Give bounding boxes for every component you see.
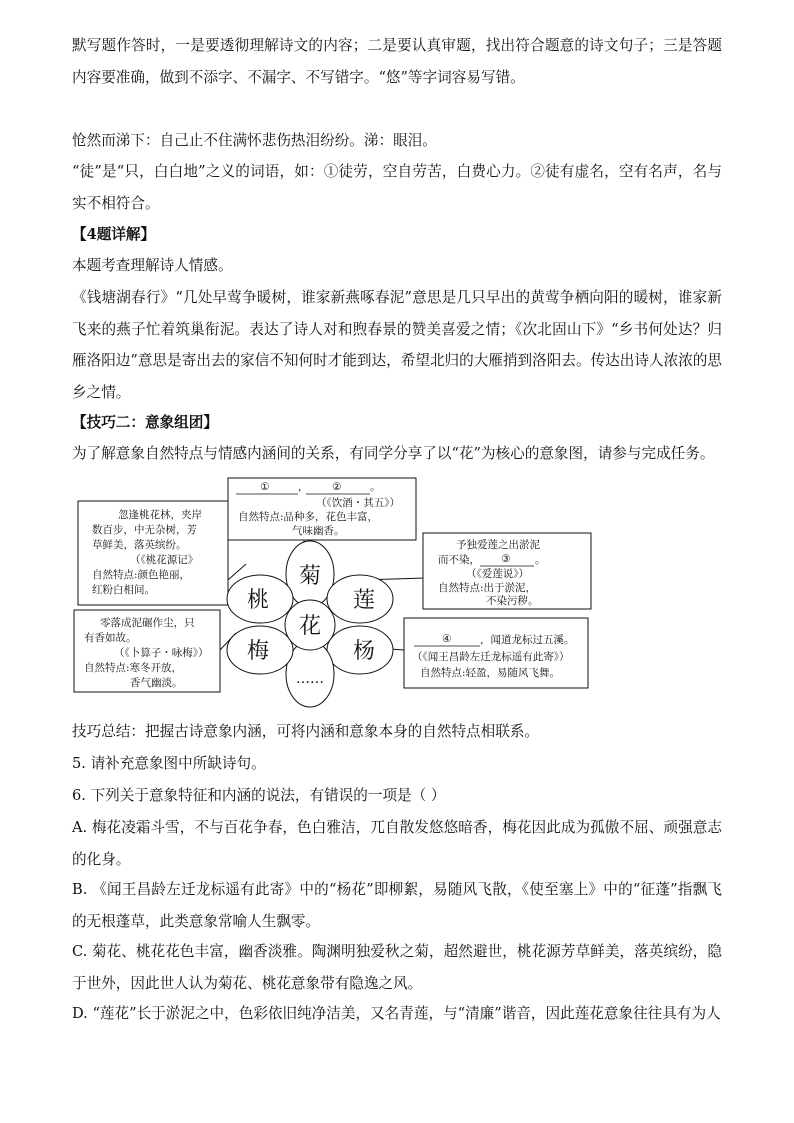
peach-line-3: 草鲜美，落英缤纷。 [92,539,187,551]
box-top-feature-2: 气味幽香。 [292,525,345,537]
paragraph-tu-explanation: “徒”是“只，白白地”之义的词语，如：①徒劳，空自劳苦，白费心力。②徒有虚名，空有名声，名与实不相符合。 [72,163,722,212]
plum-line-1: 零落成泥碾作尘，只 [100,617,195,629]
paragraph-q4-intro: 本题考查理解诗人情感。 [72,257,233,274]
option-a[interactable]: A. 梅花凌霜斗雪，不与百花争春，色白雅洁，兀自散发悠悠暗香，梅花因此成为孤傲不屈、顽强意志的化身。 [72,819,722,868]
petal-label-top: 菊 [298,564,322,589]
paragraph-task-intro: 为了解意象自然特点与情感内涵间的关系，有同学分享了以“花”为核心的意象图，请参与完成任务。 [72,445,715,462]
blank-1-number: ① [260,481,270,493]
willow-source: （《闻王昌龄左迁龙标遥有此寄》） [412,651,570,663]
blank-4-number: ④ [442,633,452,645]
peach-line-1: 忽逢桃花林，夹岸 [118,509,202,521]
lotus-feature-1: 自然特点:出于淤泥， [438,582,537,594]
lotus-source: （《爱莲说》） [466,568,529,580]
box-top-end: 。 [370,481,381,493]
plum-source: （《卜算子・咏梅》） [114,647,209,659]
peach-line-2: 数百步，中无杂树，芳 [92,524,197,536]
lotus-line-2b: 。 [535,554,546,566]
question-5: 5. 请补充意象图中所缺诗句。 [72,755,266,772]
peach-feature-2: 红粉白相间。 [92,584,155,596]
petal-label-bottom: …… [296,671,324,687]
willow-feature-1: 自然特点:轻盈，易随风飞舞。 [420,667,561,679]
plum-line-2: 有香如故。 [84,632,137,644]
petal-label-lower-right: 杨 [352,639,376,664]
paragraph-skill-summary: 技巧总结：把握古诗意象内涵，可将内涵和意象本身的自然特点相联系。 [72,723,540,740]
petal-label-lower-left: 梅 [246,639,270,664]
option-d[interactable]: D. “莲花”长于淤泥之中，色彩依旧纯净洁美，又名青莲，与“清廉”谐音，因此莲花意象往往具有为人 [72,1005,721,1022]
plum-feature-2: 香气幽淡。 [130,677,183,689]
heading-q4-detail: 【4题详解】 [72,226,156,243]
lotus-feature-2: 不染污秽。 [486,595,539,607]
box-top-comma: ， [298,481,309,493]
option-c[interactable]: C. 菊花、桃花花色丰富，幽香淡雅。陶渊明独爱秋之菊，超然避世，桃花源芳草鲜美，落英缤纷，隐于世外，因此世人认为菊花、桃花意象带有隐逸之风。 [72,943,722,992]
willow-line-1: ，闻道龙标过五溪。 [480,634,575,646]
blank-3-number: ③ [501,553,511,565]
peach-feature-1: 自然特点:颜色艳丽， [92,569,191,581]
heading-skill-two: 【技巧二：意象组团】 [72,414,218,431]
petal-label-upper-right: 莲 [352,588,376,613]
peach-source: （《桃花源记》 [130,554,199,566]
blank-2-number: ② [332,481,342,493]
option-b[interactable]: B. 《闻王昌龄左迁龙标遥有此寄》中的“杨花”即柳絮，易随风飞散，《使至塞上》中的“征蓬”指飘飞的无根蓬草，此类意象常喻人生飘零。 [72,881,722,930]
question-6: 6. 下列关于意象特征和内涵的说法，有错误的一项是（ ） [72,787,446,804]
box-top-feature-1: 自然特点:品种多，花色丰富， [238,511,379,523]
paragraph-q4-analysis: 《钱塘湖春行》“几处早莺争暖树，谁家新燕啄春泥”意思是几只早出的黄莺争栖向阳的暖树，谁家新飞来的燕子忙着筑巢衔泥。表达了诗人对和煦春景的赞美喜爱之情；《次北固山下》“乡书何处达？归雁洛阳边”意思是寄出去的家信不知何时才能到达，希望北归的大雁捎到洛阳去。传达出诗人浓浓的思乡之情。 [72,289,722,401]
plum-feature-1: 自然特点:寒冬开放， [84,662,183,674]
lotus-line-1: 予独爱莲之出淤泥 [456,539,540,551]
lotus-line-2a: 而不染， [438,554,480,566]
center-label: 花 [298,614,322,639]
imagery-diagram [70,476,596,708]
petal-label-upper-left: 桃 [246,588,270,613]
box-top-source: （《饮酒・其五》） [316,497,400,509]
paragraph-dictation-tips: 默写题作答时，一是要透彻理解诗文的内容；二是要认真审题，找出符合题意的诗文句子；三是答题内容要准确，做到不添字、不漏字、不写错字。“悠”等字词容易写错。 [72,37,722,86]
paragraph-word-explanation: 怆然而涕下：自己止不住满怀悲伤热泪纷纷。涕：眼泪。 [72,132,437,149]
